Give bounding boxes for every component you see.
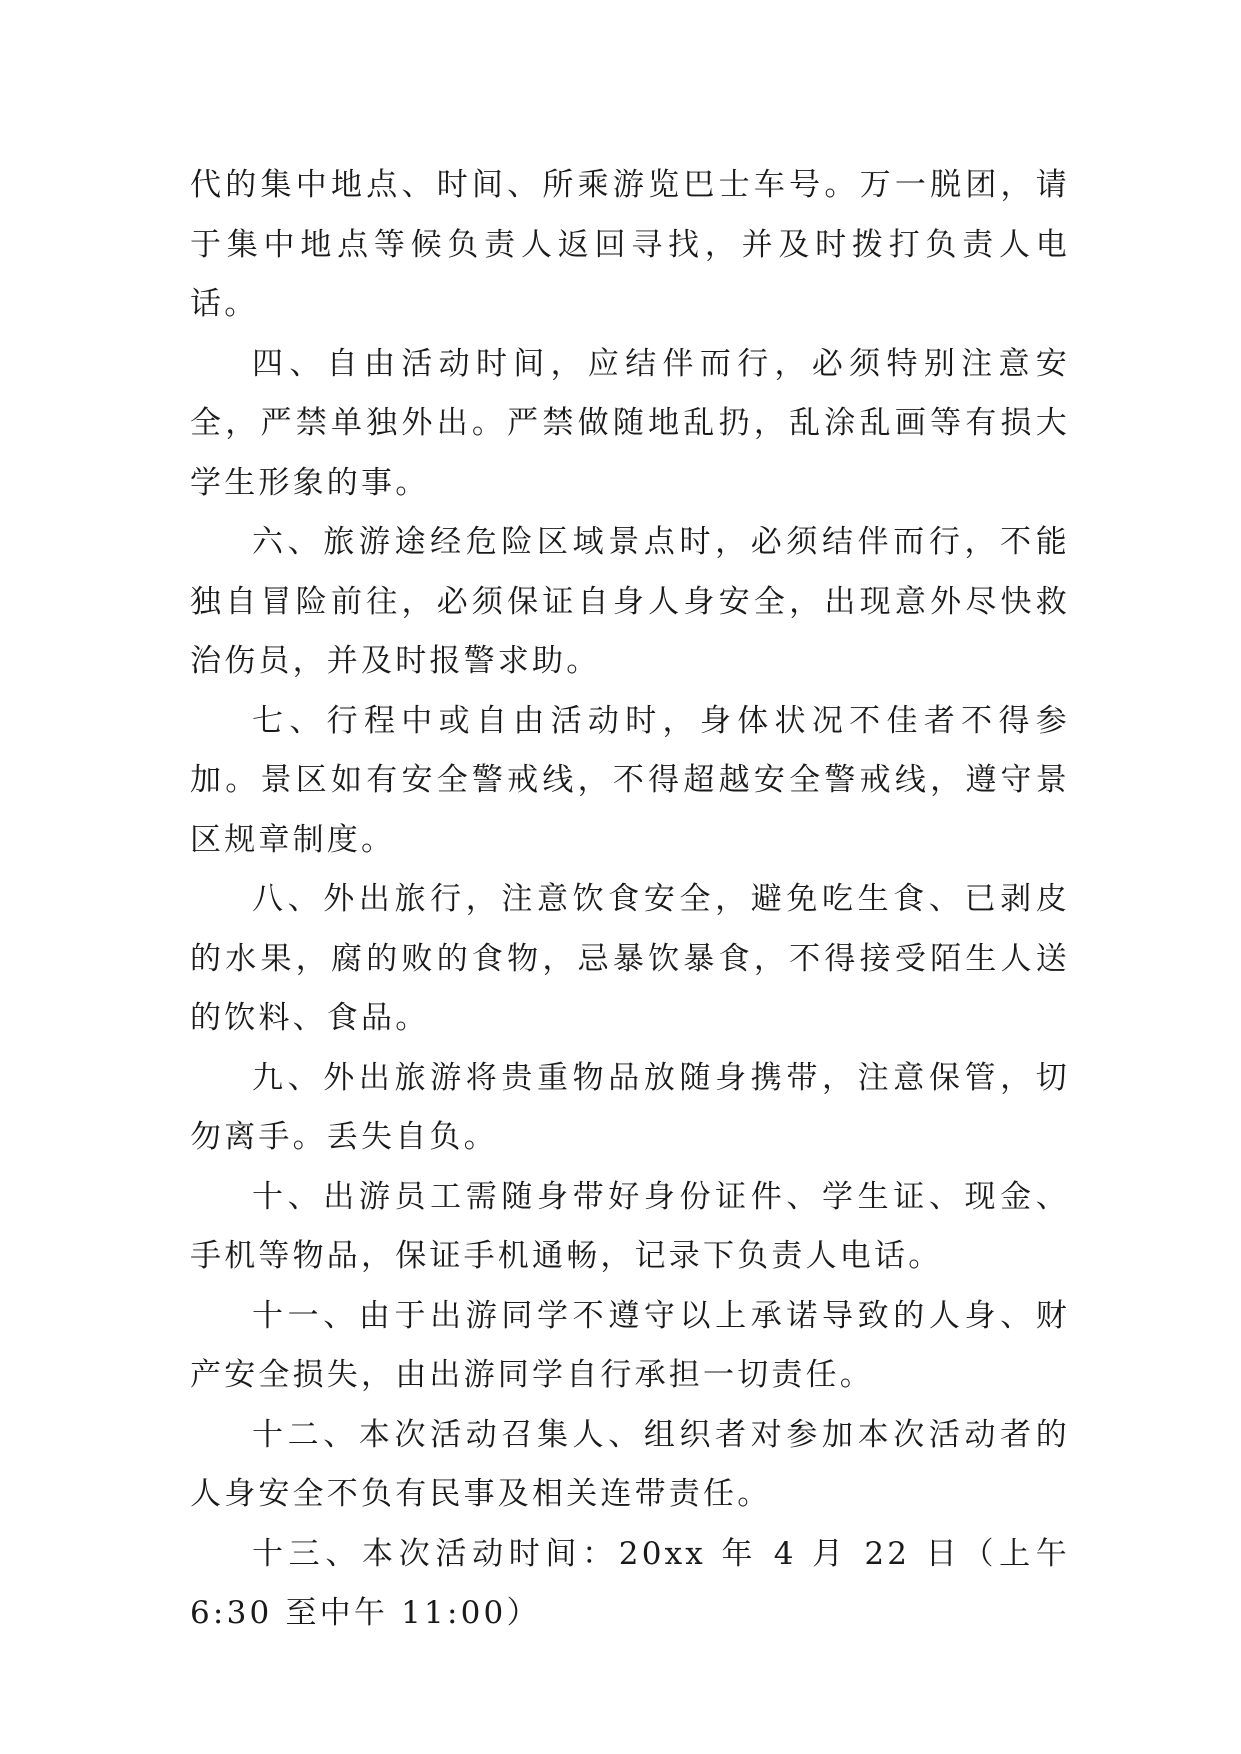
paragraph-item-11: 十一、由于出游同学不遵守以上承诺导致的人身、财产安全损失，由出游同学自行承担一切责任。: [190, 1297, 1070, 1393]
paragraph-item-9: 九、外出旅游将贵重物品放随身携带，注意保管，切勿离手。丢失自负。: [190, 1059, 1070, 1155]
paragraph-item-4: 四、自由活动时间，应结伴而行，必须特别注意安全，严禁单独外出。严禁做随地乱扔，乱涂乱画等有损大学生形象的事。: [190, 345, 1070, 501]
paragraph-continuation: 代的集中地点、时间、所乘游览巴士车号。万一脱团，请于集中地点等候负责人返回寻找，并及时拨打负责人电话。: [190, 167, 1070, 322]
paragraph-item-12: 十二、本次活动召集人、组织者对参加本次活动者的人身安全不负有民事及相关连带责任。: [190, 1416, 1070, 1512]
paragraph-item-10: 十、出游员工需随身带好身份证件、学生证、现金、手机等物品，保证手机通畅，记录下负责人电话。: [190, 1178, 1070, 1274]
paragraph-item-7: 七、行程中或自由活动时，身体状况不佳者不得参加。景区如有安全警戒线，不得超越安全警戒线，遵守景区规章制度。: [190, 702, 1070, 858]
paragraph-item-8: 八、外出旅行，注意饮食安全，避免吃生食、已剥皮的水果，腐的败的食物，忌暴饮暴食，不得接受陌生人送的饮料、食品。: [190, 881, 1070, 1036]
document-body: [190, 156, 1070, 1644]
paragraph-item-6: 六、旅游途经危险区域景点时，必须结伴而行，不能独自冒险前往，必须保证自身人身安全，出现意外尽快救治伤员，并及时报警求助。: [190, 524, 1070, 679]
paragraph-item-13: 十三、本次活动时间：20xx 年 4 月 22 日（上午 6:30 至中午 11:00）: [190, 1535, 1070, 1631]
